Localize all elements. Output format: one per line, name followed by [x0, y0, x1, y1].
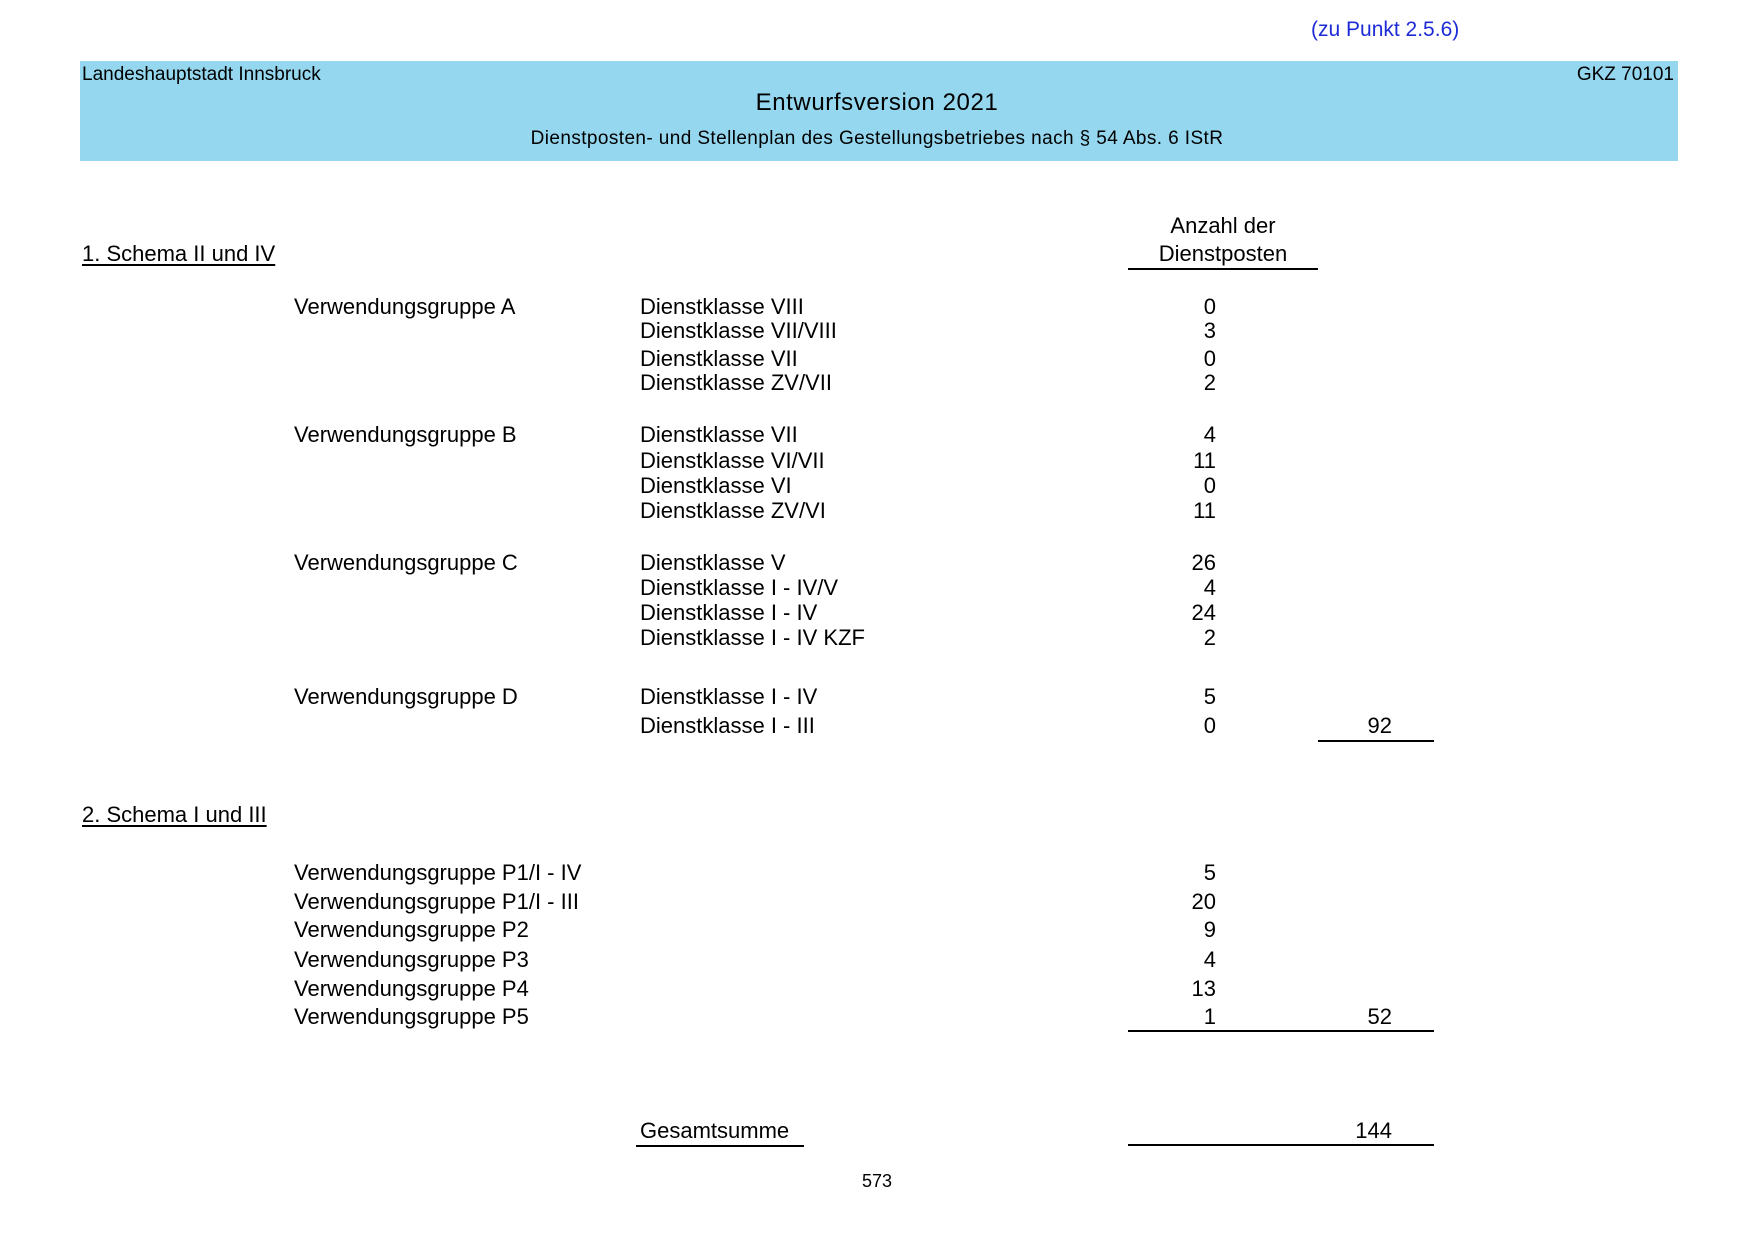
- count-value: 26: [1191, 550, 1216, 575]
- column-header-line1: Anzahl der: [1170, 213, 1276, 238]
- document-title: Entwurfsversion 2021: [755, 89, 999, 116]
- count-value: 2: [1203, 625, 1216, 650]
- count-value: 3: [1203, 318, 1216, 343]
- section2-title: 2. Schema I und III: [82, 802, 267, 827]
- class-label: Dienstklasse VII: [640, 346, 798, 371]
- class-label: Dienstklasse ZV/VI: [640, 498, 826, 523]
- class-label: Dienstklasse VII/VIII: [640, 318, 837, 343]
- count-value: 20: [1191, 889, 1216, 914]
- group-label: Verwendungsgruppe C: [294, 550, 518, 575]
- count-value: 0: [1203, 346, 1216, 371]
- class-label: Dienstklasse VI: [640, 473, 792, 498]
- count-value: 0: [1203, 294, 1216, 319]
- column-header-rule: [1128, 268, 1318, 270]
- column-header: [1128, 212, 1318, 268]
- class-label: Dienstklasse I - III: [640, 713, 815, 738]
- count-value: 0: [1203, 713, 1216, 738]
- group-label: Verwendungsgruppe P1/I - III: [294, 889, 579, 914]
- count-value: 4: [1203, 422, 1216, 447]
- gkz-code: GKZ 70101: [1576, 64, 1674, 85]
- count-value: 24: [1191, 600, 1216, 625]
- document-subtitle: Dienstposten- und Stellenplan des Gestellungsbetriebes nach § 54 Abs. 6 IStR: [530, 128, 1224, 149]
- grand-total-rule: [1128, 1144, 1434, 1146]
- count-value: 4: [1203, 947, 1216, 972]
- section1-subtotal-rule: [1318, 740, 1434, 742]
- count-value: 9: [1203, 917, 1216, 942]
- section1-title: 1. Schema II und IV: [82, 241, 276, 266]
- group-label: Verwendungsgruppe P2: [294, 917, 529, 942]
- group-label: Verwendungsgruppe P4: [294, 976, 529, 1001]
- group-label: Verwendungsgruppe A: [294, 294, 516, 319]
- group-label: Verwendungsgruppe P1/I - IV: [294, 860, 582, 885]
- class-label: Dienstklasse VII: [640, 422, 798, 447]
- count-value: 0: [1203, 473, 1216, 498]
- page-number: 573: [861, 1171, 893, 1191]
- group-label: Verwendungsgruppe P5: [294, 1004, 529, 1029]
- section1-subtotal: 92: [1367, 713, 1392, 738]
- count-value: 11: [1193, 448, 1216, 473]
- grand-total: 144: [1355, 1118, 1392, 1143]
- organization-name: Landeshauptstadt Innsbruck: [82, 64, 321, 85]
- class-label: Dienstklasse V: [640, 550, 786, 575]
- reference-note: (zu Punkt 2.5.6): [1311, 18, 1460, 41]
- group-label: Verwendungsgruppe D: [294, 684, 518, 709]
- count-value: 11: [1193, 498, 1216, 523]
- count-value: 4: [1203, 575, 1216, 600]
- class-label: Dienstklasse I - IV: [640, 684, 818, 709]
- count-value: 5: [1203, 684, 1216, 709]
- section2-subtotal-rule: [1128, 1030, 1434, 1032]
- group-label: Verwendungsgruppe B: [294, 422, 517, 447]
- count-value: 2: [1203, 370, 1216, 395]
- class-label: Dienstklasse I - IV/V: [640, 575, 839, 600]
- class-label: Dienstklasse VI/VII: [640, 448, 825, 473]
- group-label: Verwendungsgruppe P3: [294, 947, 529, 972]
- class-label: Dienstklasse ZV/VII: [640, 370, 832, 395]
- total-label-rule: [636, 1145, 804, 1147]
- class-label: Dienstklasse I - IV: [640, 600, 818, 625]
- column-header-line2: Dienstposten: [1158, 241, 1288, 266]
- class-label: Dienstklasse I - IV KZF: [640, 625, 865, 650]
- count-value: 1: [1203, 1004, 1216, 1029]
- section2-subtotal: 52: [1367, 1004, 1392, 1029]
- class-label: Dienstklasse VIII: [640, 294, 804, 319]
- count-value: 13: [1191, 976, 1216, 1001]
- count-value: 5: [1203, 860, 1216, 885]
- total-label: Gesamtsumme: [640, 1118, 790, 1143]
